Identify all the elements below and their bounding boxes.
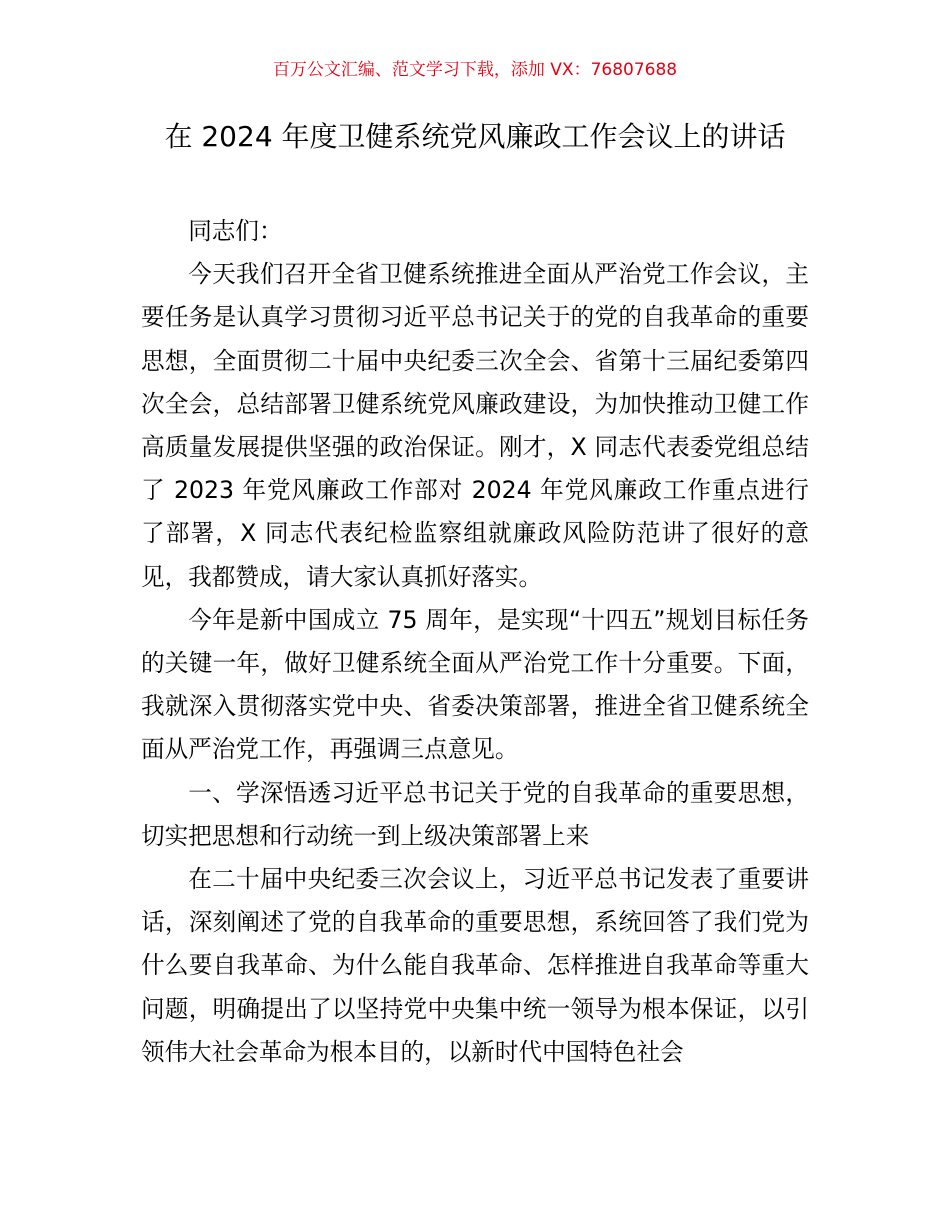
section-heading-one: 一、学深悟透习近平总书记关于党的自我革命的重要思想，切实把思想和行动统一到上级决策部署上来: [141, 778, 809, 850]
watermark-banner: 百万公文汇编、范文学习下载，添加 VX：76807688: [272, 60, 678, 80]
paragraph-section-one-body: 在二十届中央纪委三次会议上，习近平总书记发表了重要讲话，深刻阐述了党的自我革命的重要思想，系统回答了我们党为什么要自我革命、为什么能自我革命、怎样推进自我革命等重大问题，明确提出了以坚持党中央集中统一领导为根本保证，以引领伟大社会革命为根本目的，以新时代中国特色社会: [141, 865, 809, 1066]
document-body: [141, 210, 809, 1074]
paragraph-context: 今年是新中国成立 75 周年，是实现“十四五”规划目标任务的关键一年，做好卫健系统全面从严治党工作十分重要。下面，我就深入贯彻落实党中央、省委决策部署，推进全省卫健系统全面从严治党工作，再强调三点意见。: [141, 605, 809, 764]
document-title: 在 2024 年度卫健系统党风廉政工作会议上的讲话: [164, 120, 786, 153]
salutation: 同志们：: [188, 217, 283, 245]
paragraph-opening: 今天我们召开全省卫健系统推进全面从严治党工作会议，主要任务是认真学习贯彻习近平总书记关于的党的自我革命的重要思想，全面贯彻二十届中央纪委三次全会、省第十三届纪委第四次全会，总结部署卫健系统党风廉政建设，为加快推动卫健工作高质量发展提供坚强的政治保证。刚才，X 同志代表委党组总结了 2023 年党风廉政工作部对 2024 年党风廉政工作重点进行了部署，X 同志代表纪检监察组就廉政风险防范讲了很好的意见，我都赞成，请大家认真抓好落实。: [141, 260, 809, 591]
